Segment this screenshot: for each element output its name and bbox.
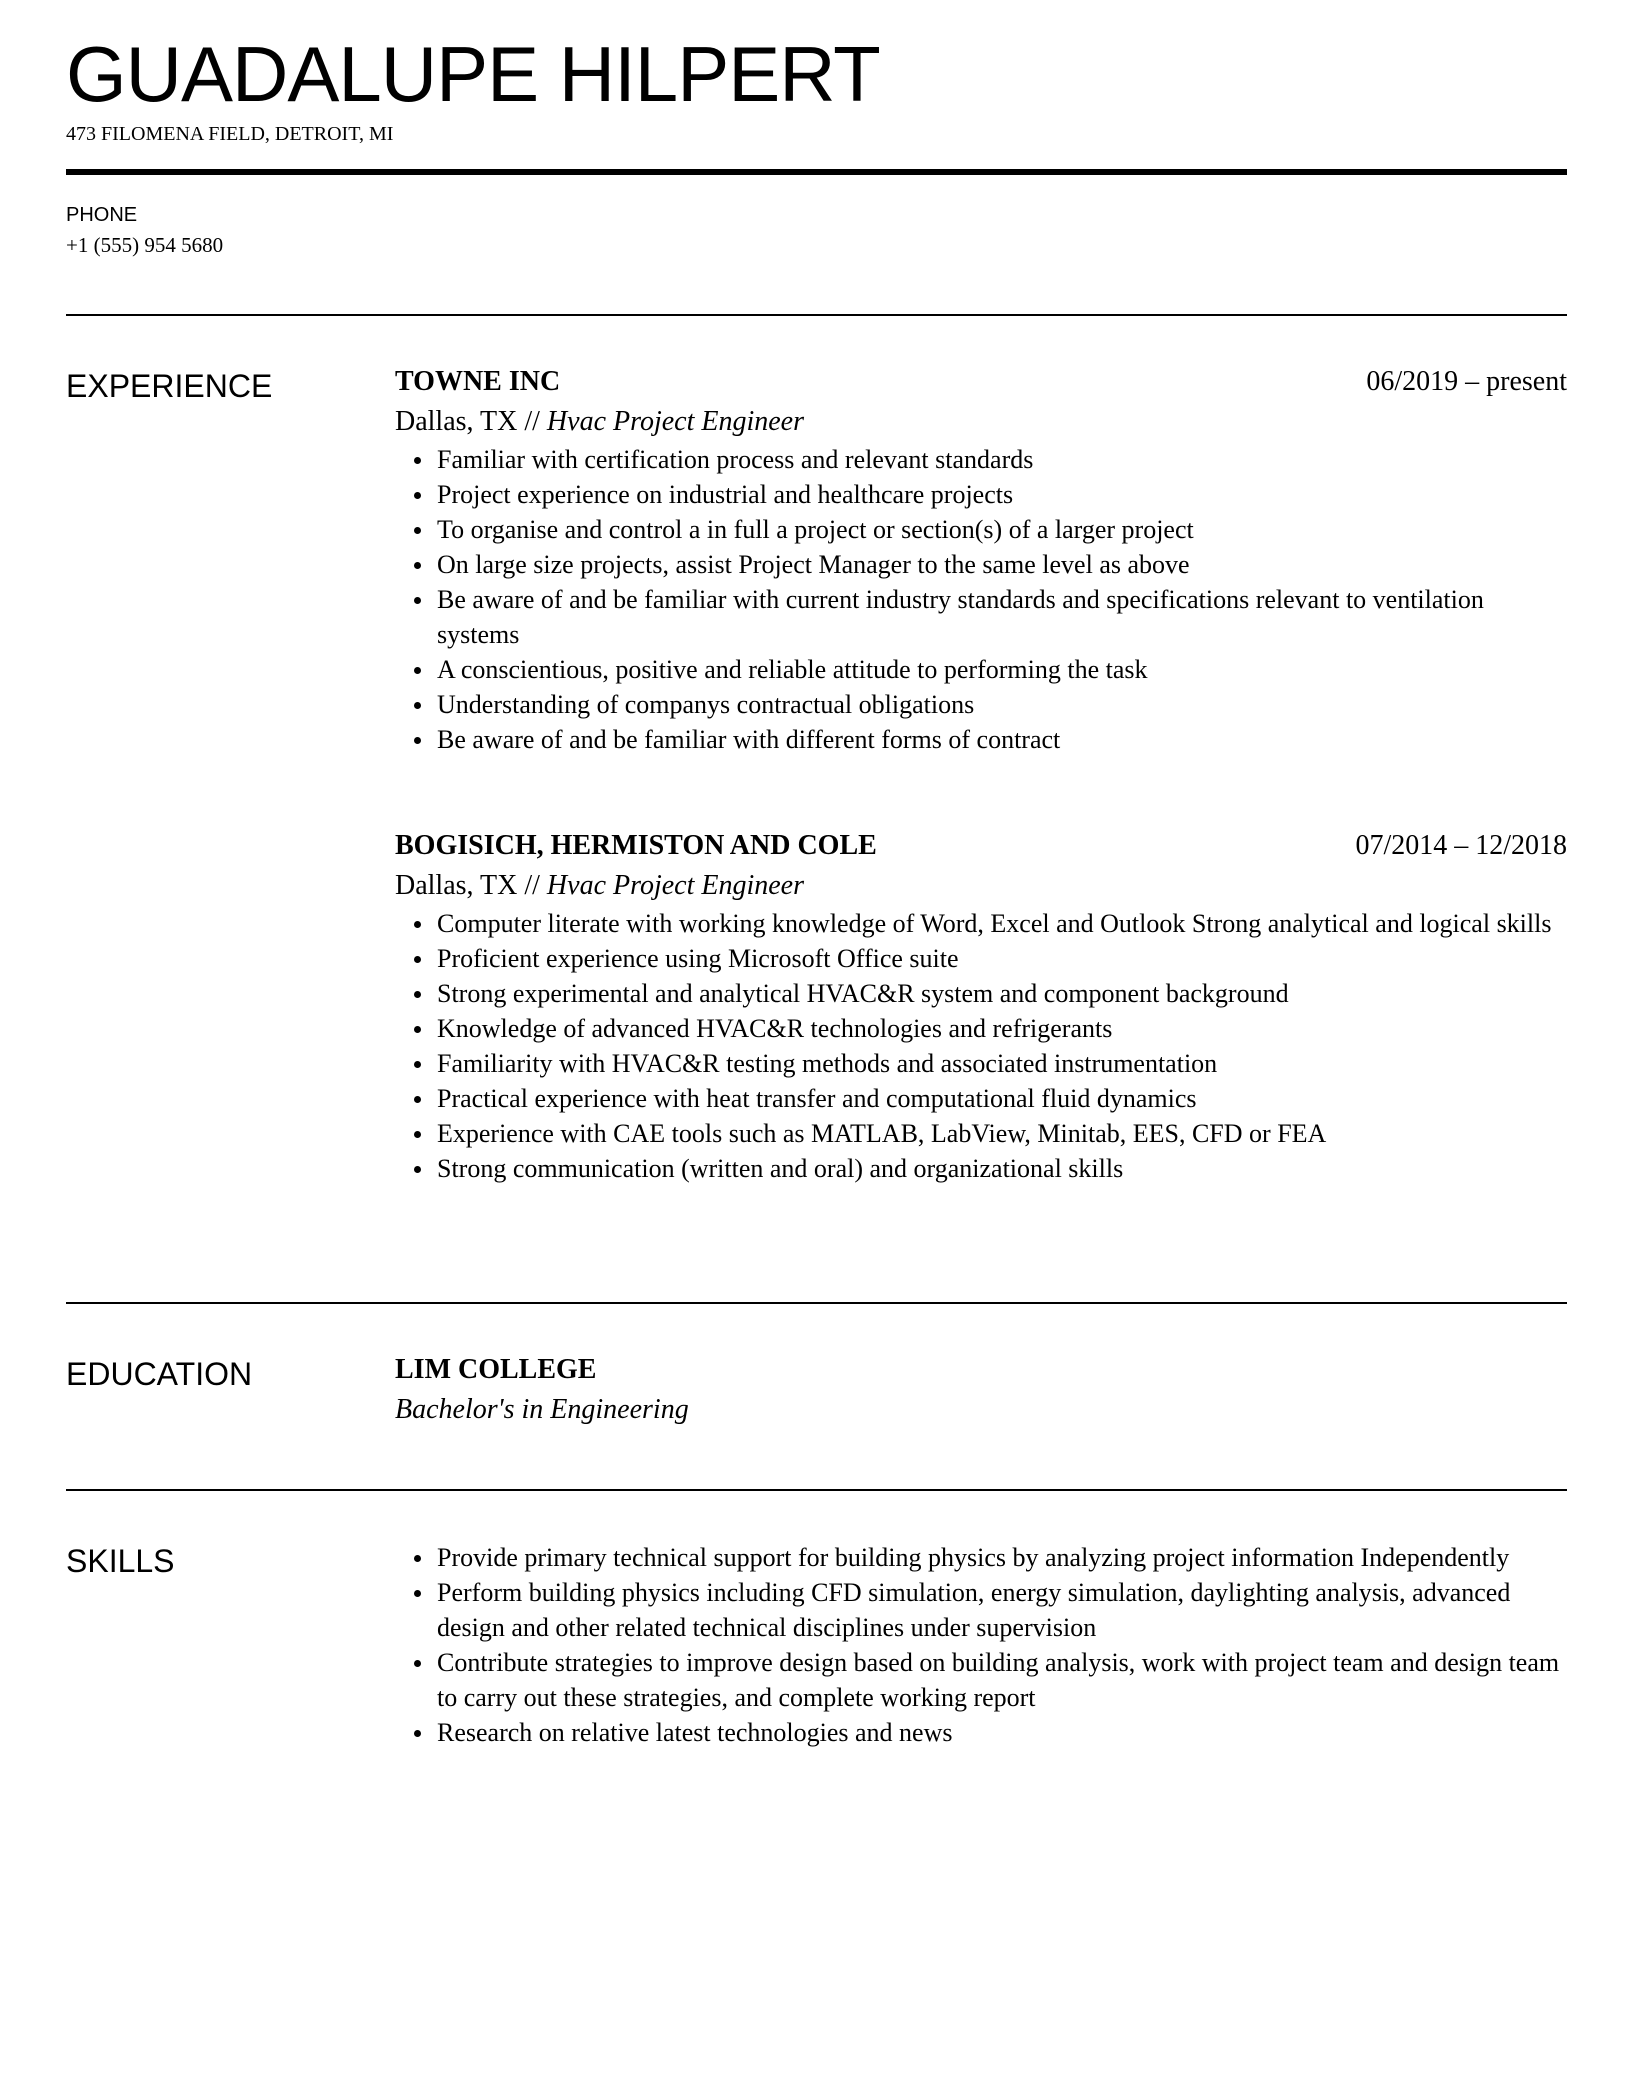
section-title-skills: SKILLS [66,1543,175,1579]
list-item: Knowledge of advanced HVAC&R technologies and refrigerants [395,1011,1567,1046]
school-name: LIM COLLEGE [395,1354,597,1385]
job-header [395,828,1567,866]
candidate-name: GUADALUPE HILPERT [66,30,880,118]
location-role-separator: // [517,870,547,901]
phone-value: +1 (555) 954 5680 [66,233,224,257]
list-item: Practical experience with heat transfer and computational fluid dynamics [395,1081,1567,1116]
list-item: Familiar with certification process and relevant standards [395,442,1567,477]
section-divider [66,1489,1567,1491]
skills-entry [395,1540,1567,1750]
job-role: Hvac Project Engineer [546,870,805,901]
list-item: Research on relative latest technologies and news [395,1715,1567,1750]
job-dates: 07/2014 – 12/2018 [1355,830,1567,861]
list-item: Proficient experience using Microsoft Office suite [395,941,1567,976]
list-item: Contribute strategies to improve design based on building analysis, work with project team and design team to carry out these strategies, and complete working report [395,1645,1567,1715]
section-title-education: EDUCATION [66,1356,253,1392]
company-name: TOWNE INC [395,366,561,397]
job-bullet-list [395,442,1567,757]
list-item: On large size projects, assist Project Manager to the same level as above [395,547,1567,582]
list-item: A conscientious, positive and reliable attitude to performing the task [395,652,1567,687]
job-dates: 06/2019 – present [1366,366,1567,397]
job-bullet-list [395,906,1567,1186]
degree: Bachelor's in Engineering [395,1394,689,1425]
list-item: Computer literate with working knowledge of Word, Excel and Outlook Strong analytical and logical skills [395,906,1567,941]
section-title-experience: EXPERIENCE [66,368,273,404]
job-location: Dallas, TX [395,406,518,437]
list-item: Understanding of companys contractual obligations [395,687,1567,722]
list-item: Strong experimental and analytical HVAC&R system and component background [395,976,1567,1011]
list-item: To organise and control a in full a project or section(s) of a larger project [395,512,1567,547]
header-divider [66,169,1567,175]
skills-list [395,1540,1567,1750]
list-item: Provide primary technical support for building physics by analyzing project information Independently [395,1540,1567,1575]
resume-page [66,0,1567,2098]
job-location-role [395,866,1567,906]
experience-entry [395,364,1567,757]
job-location: Dallas, TX [395,870,518,901]
job-role: Hvac Project Engineer [546,406,805,437]
company-name: BOGISICH, HERMISTON AND COLE [395,830,877,861]
experience-entry [395,828,1567,1186]
phone-label: PHONE [66,204,138,226]
list-item: Experience with CAE tools such as MATLAB, LabView, Minitab, EES, CFD or FEA [395,1116,1567,1151]
section-divider [66,314,1567,316]
list-item: Be aware of and be familiar with current industry standards and specifications relevant to ventilation systems [395,582,1567,652]
education-entry [395,1352,1567,1430]
list-item: Be aware of and be familiar with different forms of contract [395,722,1567,757]
candidate-address: 473 FILOMENA FIELD, DETROIT, MI [66,123,394,145]
list-item: Strong communication (written and oral) and organizational skills [395,1151,1567,1186]
section-divider [66,1302,1567,1304]
education-header [395,1352,1567,1390]
list-item: Project experience on industrial and healthcare projects [395,477,1567,512]
job-header [395,364,1567,402]
list-item: Familiarity with HVAC&R testing methods and associated instrumentation [395,1046,1567,1081]
list-item: Perform building physics including CFD simulation, energy simulation, daylighting analysis, advanced design and other related technical disciplines under supervision [395,1575,1567,1645]
location-role-separator: // [517,406,547,437]
job-location-role [395,402,1567,442]
